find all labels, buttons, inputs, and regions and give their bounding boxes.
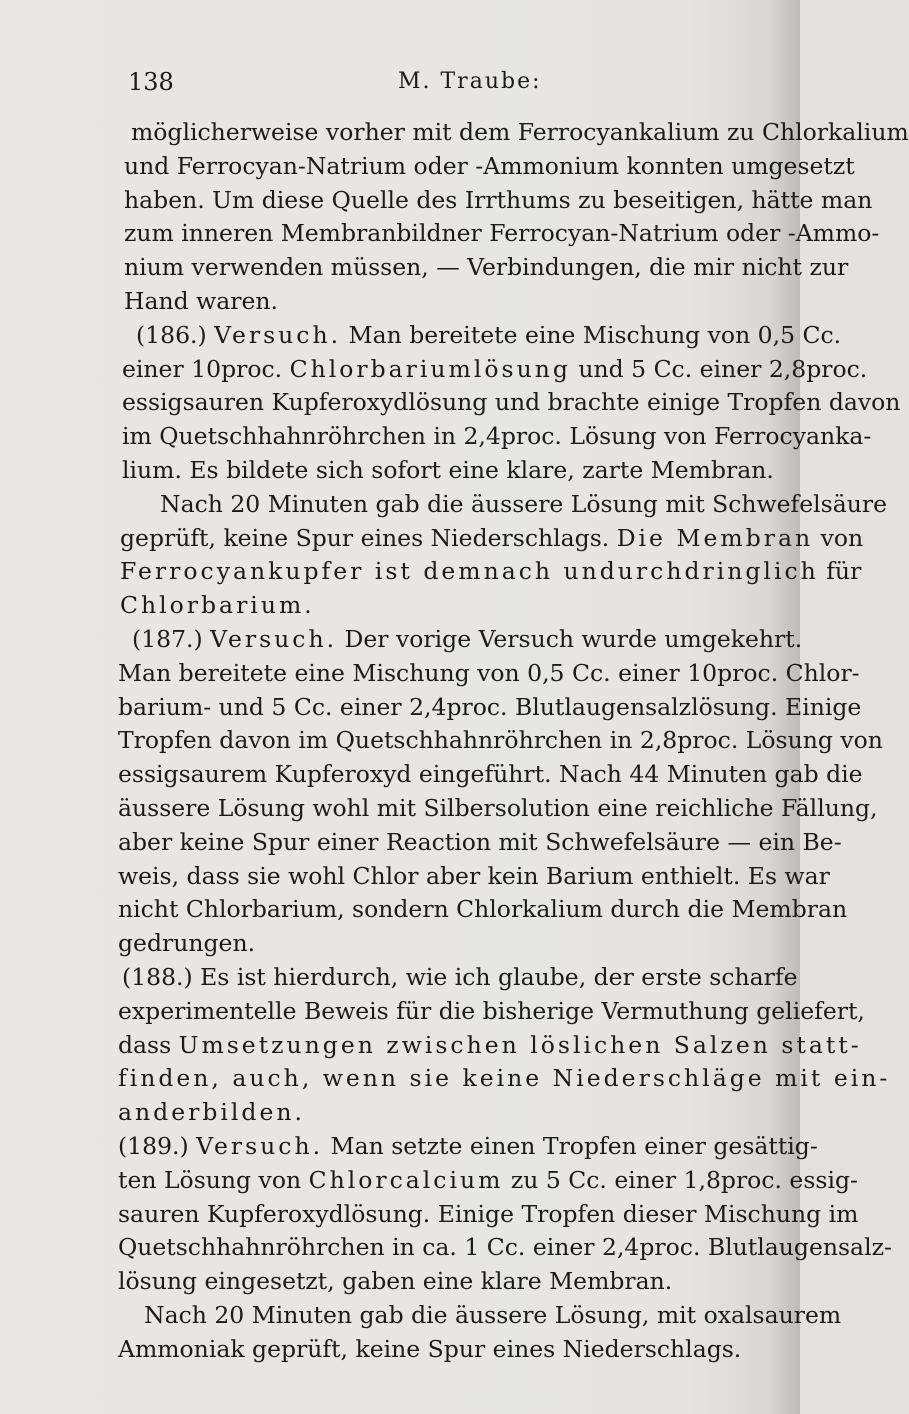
text-run: nicht Chlorbarium, sondern Chlorkalium durch die Membran bbox=[118, 895, 848, 924]
text-run: nium verwenden müssen, — Verbindungen, die mir nicht zur bbox=[124, 253, 849, 282]
text-line bbox=[116, 522, 864, 556]
text-run: ten Lösung von bbox=[118, 1165, 309, 1194]
text-line bbox=[116, 1198, 859, 1232]
text-line bbox=[116, 1029, 862, 1063]
text-line bbox=[116, 386, 901, 420]
text-run: Man bereitete eine Mischung von 0,5 Cc. bbox=[341, 320, 842, 349]
spaced-text: Versuch. bbox=[210, 624, 338, 653]
text-line bbox=[116, 792, 878, 826]
text-line bbox=[116, 860, 830, 894]
text-run: Nach 20 Minuten gab die äussere Lösung mit Schwefelsäure bbox=[160, 489, 887, 518]
text-line bbox=[116, 1333, 761, 1367]
text-run: geprüft, keine Spur eines Niederschlags. bbox=[120, 523, 617, 552]
text-run: und 5 Cc. einer 2,8proc. bbox=[570, 354, 868, 383]
text-run: (188.) Es ist hierdurch, wie ich glaube, der erste scharfe bbox=[122, 962, 798, 991]
spaced-text: Chlorbariumlösung bbox=[289, 354, 571, 383]
text-line bbox=[116, 657, 860, 691]
text-line bbox=[116, 1265, 761, 1299]
text-line bbox=[116, 1062, 891, 1096]
spaced-text: Chlorbarium. bbox=[120, 591, 315, 620]
text-run: experimentelle Beweis für die bisherige Vermuthung geliefert, bbox=[118, 996, 865, 1025]
text-line bbox=[116, 1231, 892, 1265]
text-run: Hand waren. bbox=[124, 286, 279, 315]
text-run: für bbox=[818, 557, 862, 586]
text-line bbox=[116, 251, 849, 285]
text-run: Man bereitete eine Mischung von 0,5 Cc. einer 10proc. Chlor- bbox=[118, 658, 860, 687]
body-text bbox=[116, 116, 909, 1366]
text-run: Quetschhahnröhrchen in ca. 1 Cc. einer 2,4proc. Blutlaugensalz- bbox=[118, 1233, 892, 1262]
text-run: weis, dass sie wohl Chlor aber kein Barium enthielt. Es war bbox=[118, 861, 830, 890]
text-line bbox=[116, 488, 887, 522]
text-run: Nach 20 Minuten gab die äussere Lösung, mit oxalsaurem bbox=[144, 1300, 842, 1329]
spaced-text: Die Membran bbox=[616, 523, 814, 552]
text-run: zu 5 Cc. einer 1,8proc. essig- bbox=[503, 1165, 858, 1194]
spaced-text: anderbilden. bbox=[118, 1098, 305, 1127]
text-run: (186.) bbox=[136, 320, 215, 349]
text-run: im Quetschhahnröhrchen in 2,4proc. Lösung von Ferrocyanka- bbox=[122, 422, 872, 451]
page-header bbox=[128, 64, 758, 100]
text-line bbox=[116, 893, 848, 927]
text-run: Ammoniak geprüft, keine Spur eines Niederschlags. bbox=[118, 1334, 742, 1363]
text-line bbox=[116, 691, 862, 725]
text-run: einer 10proc. bbox=[122, 354, 290, 383]
text-line bbox=[116, 116, 909, 150]
text-line bbox=[116, 319, 842, 353]
text-run: (187.) bbox=[132, 624, 211, 653]
text-line bbox=[116, 724, 883, 758]
spaced-text: Versuch. bbox=[214, 320, 342, 349]
text-run: möglicherweise vorher mit dem Ferrocyankalium zu Chlorkalium bbox=[131, 118, 909, 146]
spaced-text: Ferrocyankupfer ist demnach undurchdringlich bbox=[120, 557, 819, 586]
text-line bbox=[116, 353, 868, 387]
text-line bbox=[116, 1096, 761, 1130]
text-run: Tropfen davon im Quetschhahnröhrchen in 2,8proc. Lösung von bbox=[118, 726, 883, 755]
text-run: aber keine Spur einer Reaction mit Schwefelsäure — ein Be- bbox=[118, 827, 842, 856]
text-run: Man setzte einen Tropfen einer gesättig- bbox=[323, 1131, 818, 1160]
text-run: essigsauren Kupferoxydlösung und brachte einige Tropfen davon bbox=[122, 388, 901, 417]
page-number: 138 bbox=[128, 68, 174, 96]
text-line bbox=[116, 454, 774, 488]
text-run: essigsaurem Kupferoxyd eingeführt. Nach 44 Minuten gab die bbox=[118, 760, 863, 789]
spaced-text: finden, auch, wenn sie keine Niederschläge mit ein- bbox=[118, 1064, 891, 1093]
text-run: von bbox=[813, 523, 864, 552]
text-line bbox=[116, 150, 855, 184]
text-run: barium- und 5 Cc. einer 2,4proc. Blutlaugensalzlösung. Einige bbox=[118, 692, 862, 721]
text-line bbox=[116, 1299, 842, 1333]
spaced-text: Chlorcalcium bbox=[308, 1165, 504, 1194]
running-head: M. Traube: bbox=[398, 69, 542, 94]
text-run: dass bbox=[118, 1030, 179, 1059]
text-line bbox=[116, 995, 865, 1029]
text-run: (189.) bbox=[118, 1131, 197, 1160]
text-line bbox=[116, 217, 880, 251]
spaced-text: Umsetzungen zwischen löslichen Salzen statt- bbox=[178, 1030, 862, 1059]
text-line bbox=[116, 184, 873, 218]
text-line bbox=[116, 589, 761, 623]
text-line bbox=[116, 927, 761, 961]
text-run: gedrungen. bbox=[118, 929, 256, 958]
text-run: lösung eingesetzt, gaben eine klare Membran. bbox=[118, 1267, 673, 1296]
text-line bbox=[116, 1130, 818, 1164]
spaced-text: Versuch. bbox=[196, 1131, 324, 1160]
text-line bbox=[116, 826, 842, 860]
text-run: Der vorige Versuch wurde umgekehrt. bbox=[337, 624, 803, 653]
text-run: sauren Kupferoxydlösung. Einige Tropfen dieser Mischung im bbox=[118, 1199, 859, 1228]
text-line bbox=[116, 961, 798, 995]
text-line bbox=[116, 1164, 858, 1198]
text-run: haben. Um diese Quelle des Irrthums zu beseitigen, hätte man bbox=[124, 185, 873, 214]
text-line bbox=[116, 758, 863, 792]
text-line bbox=[116, 420, 872, 454]
text-line bbox=[116, 623, 803, 657]
text-run: zum inneren Membranbildner Ferrocyan-Natrium oder -Ammo- bbox=[124, 219, 880, 248]
text-line bbox=[116, 555, 862, 589]
text-line bbox=[116, 285, 761, 319]
text-run: lium. Es bildete sich sofort eine klare, zarte Membran. bbox=[122, 455, 774, 484]
text-run: und Ferrocyan-Natrium oder -Ammonium konnten umgesetzt bbox=[124, 151, 855, 180]
text-run: äussere Lösung wohl mit Silbersolution eine reichliche Fällung, bbox=[118, 793, 878, 822]
